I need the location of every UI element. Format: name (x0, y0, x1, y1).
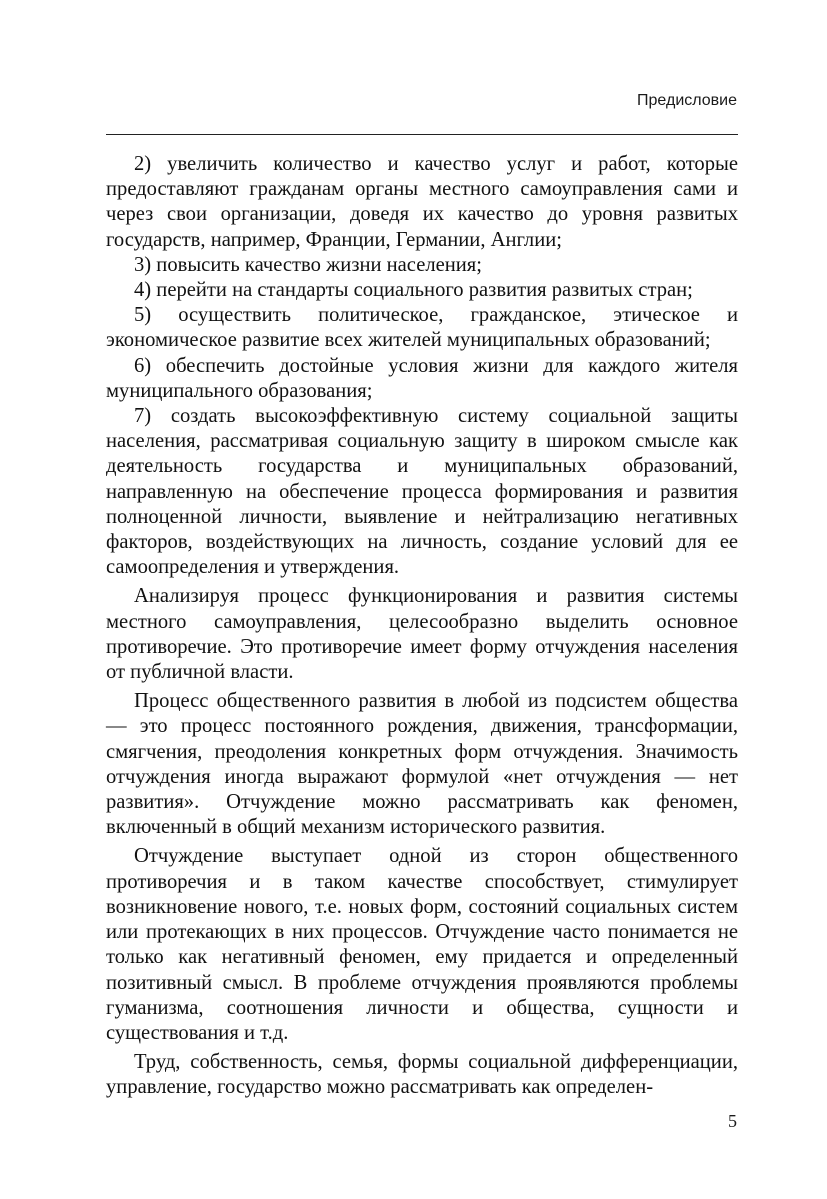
list-item-4: 4) перейти на стандарты социального развития развитых стран; (134, 279, 693, 302)
list-item-7: 7) создать высокоэффективную систему социальной защиты населения, рассматривая социальную защиту в широком смысле как деятельность государства и муниципальных образований, направленную на обеспечение процесса формирования и развития полноценной личности, выявление и нейтрализацию негативных факторов, воздействующих на личность, создание условий для ее самоопределения и утверждения. (106, 405, 738, 579)
list-item-3: 3) повысить качество жизни населения; (134, 253, 482, 276)
running-head-section-title: Предисловие (637, 92, 737, 109)
list-item-5: 5) осуществить политическое, гражданское, этическое и экономическое развитие всех жителей муниципальных образований; (106, 304, 738, 352)
paragraph-labor: Труд, собственность, семья, формы социальной дифференциации, управление, государство можно рассматривать как определен- (106, 1051, 738, 1099)
list-item-2: 2) увеличить количество и качество услуг и работ, которые предоставляют гражданам органы местного самоуправления сами и через свои организации, доведя их качество до уровня развитых государств, например, Франции, Германии, Англии; (106, 153, 738, 251)
paragraph-analysis: Анализируя процесс функционирования и развития системы местного самоуправления, целесообразно выделить основное противоречие. Это противоречие имеет форму отчуждения населения от публичной власти. (106, 585, 738, 684)
paragraph-development: Процесс общественного развития в любой из подсистем общества — это процесс постоянного рождения, движения, трансформации, смягчения, преодоления конкретных форм отчуждения. Значимость отчуждения иногда выражают формулой «нет отчуждения — нет развития». Отчуждение можно рассматривать как феномен, включенный в общий механизм исторического развития. (106, 690, 738, 839)
page-number: 5 (728, 1111, 737, 1131)
body-text (106, 152, 738, 1101)
paragraph-alienation: Отчуждение выступает одной из сторон общественного противоречия и в таком качестве способствует, стимулирует возникновение нового, т.е. новых форм, состояний социальных систем или протекающих в них процессов. Отчуждение часто понимается не только как негативный феномен, ему придается и определенный позитивный смысл. В проблеме отчуждения проявляются проблемы гуманизма, соотношения личности и общества, сущности и существования и т.д. (106, 845, 738, 1044)
list-item-6: 6) обеспечить достойные условия жизни для каждого жителя муниципального образования; (106, 354, 738, 402)
header-rule (106, 134, 738, 135)
